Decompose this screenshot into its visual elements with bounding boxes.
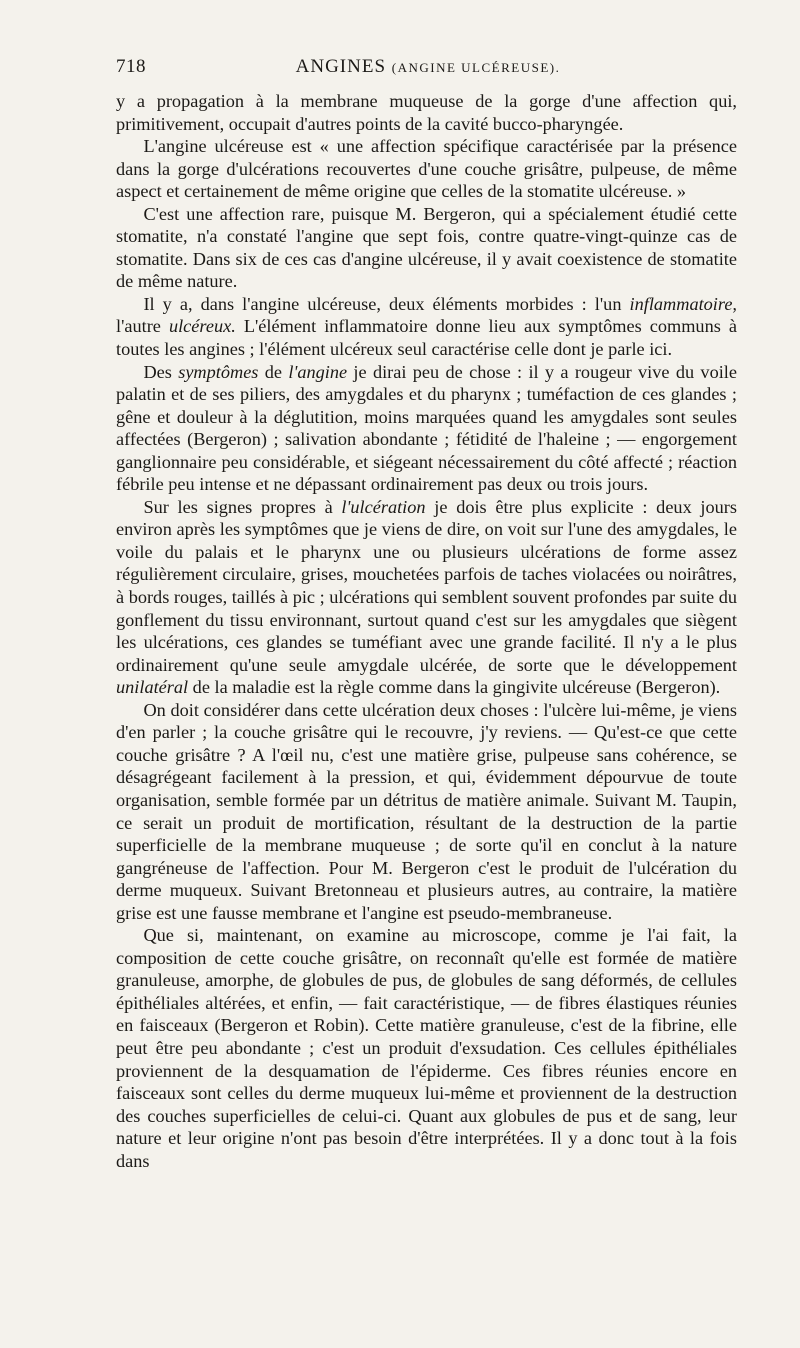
paragraph-text: Sur les signes propres à	[143, 496, 342, 517]
page-number: 718	[116, 56, 146, 77]
paragraph	[116, 361, 737, 496]
paragraph-text: On doit considérer dans cette ulcération deux choses : l'ulcère lui-même, je viens d'en parler ; la couche grisâtre qui le recouvre, j'y reviens. — Qu'est-ce que cette couche grisâtre ? A l'œil nu, c'est une matière grise, pulpeuse sans cohérence, se désagrégeant facilement à la pression, et qui, évidemment dépourvue de toute organisation, semble formée par un détritus de matière animale. Suivant M. Taupin, ce serait un produit de mortification, résultant de la destruction de la partie superficielle de la membrane muqueuse ; de sorte qu'il en conclut à la nature gangréneuse de l'affection. Pour M. Bergeron c'est le produit de l'ulcération du derme muqueux. Suivant Bretonneau et plusieurs autres, au contraire, la matière grise est une fausse membrane et l'angine est pseudo-membraneuse.	[116, 699, 737, 923]
body-text	[116, 90, 737, 1172]
paragraph	[116, 203, 737, 293]
italic-text: inflammatoire,	[629, 293, 737, 314]
running-title-subtitle: (ANGINE ULCÉREUSE).	[391, 60, 561, 75]
paragraph	[116, 135, 737, 203]
italic-text: l'angine	[288, 361, 348, 382]
paragraph-text: Des	[143, 361, 179, 382]
paragraph-text: de la maladie est la règle comme dans la gingivite ulcéreuse (Bergeron).	[188, 677, 721, 698]
paragraph-text: Que si, maintenant, on examine au microscope, comme je l'ai fait, la composition de cette couche grisâtre, on reconnaît qu'elle est formée de matière granuleuse, amorphe, de globules de pus, de globules de sang déformés, de cellules épithéliales altérées, et enfin, — fait caractéristique, — de fibres élastiques réunies en faisceaux (Bergeron et Robin). Cette matière granuleuse, c'est de la fibrine, elle peut être peu abondante ; c'est un produit d'exsudation. Ces cellules épithéliales proviennent de la desquamation de l'épiderme. Ces fibres réunies encore en faisceaux sont celles du derme muqueux lui-même et proviennent de la destruction des couches superficielles de celui-ci. Quant aux globules de pus et de sang, leur nature et leur origine n'ont pas besoin d'être interprétées. Il y a donc tout à la fois dans	[116, 925, 737, 1171]
paragraph-text: L'élément inflammatoire donne lieu aux symptômes communs à toutes les angines ; l'élément ulcéreux seul caractérise celle dont je parle ici.	[116, 316, 737, 360]
paragraph	[116, 90, 737, 135]
paragraph-text: y a propagation à la membrane muqueuse de la gorge d'une affection qui, primitivement, occupait d'autres points de la cavité bucco-pharyngée.	[116, 91, 737, 134]
paragraph	[116, 496, 737, 699]
running-header	[116, 56, 740, 84]
paragraph-text: je dirai peu de chose : il y a rougeur vive du voile palatin et de ses piliers, des amygdales et du pharynx ; tuméfaction de ces glandes ; gêne et douleur à la déglutition, moins marquées quand les amygdales sont seules affectées (Bergeron) ; salivation abondante ; fétidité de l'haleine ; — engorgement ganglionnaire peu considérable, et siégeant nécessairement du côté affecté ; réaction fébrile peu intense et ne dépassant ordinairement pas deux ou trois jours.	[116, 361, 737, 495]
running-title	[116, 56, 740, 78]
running-title-main: ANGINES	[295, 56, 387, 77]
paragraph-text: Il y a, dans l'angine ulcéreuse, deux éléments morbides : l'un	[143, 293, 630, 314]
paragraph-text: l'autre	[116, 316, 169, 337]
paragraph	[116, 699, 737, 924]
paragraph	[116, 924, 737, 1172]
italic-text: symptômes	[178, 361, 259, 382]
italic-text: ulcéreux.	[168, 316, 236, 337]
paragraph-text: je dois être plus explicite : deux jours environ après les symptômes que je viens de dire, on voit sur l'une des amygdales, le voile du palais et le pharynx une ou plusieurs ulcérations de forme assez régulièrement circulaire, grises, mouchetées parfois de taches violacées ou noirâtres, à bords rouges, taillés à pic ; ulcérations qui semblent souvent profondes par suite du gonflement du tissu environnant, surtout quand c'est sur les amygdales que siègent les ulcérations, ces glandes se tuméfiant avec une grande facilité. Il n'y a le plus ordinairement qu'une seule amygdale ulcérée, de sorte que le développement	[116, 496, 737, 675]
paragraph-text: C'est une affection rare, puisque M. Bergeron, qui a spécialement étudié cette stomatite, n'a constaté l'angine que sept fois, contre quatre-vingt-quinze cas de stomatite. Dans six de ces cas d'angine ulcéreuse, il y avait coexistence de stomatite de même nature.	[116, 203, 737, 292]
paragraph	[116, 293, 737, 361]
paragraph-text: de	[258, 361, 289, 382]
italic-text: unilatéral	[116, 677, 189, 698]
italic-text: l'ulcération	[341, 496, 426, 517]
paragraph-text: L'angine ulcéreuse est « une affection spécifique caractérisée par la présence dans la gorge d'ulcérations recouvertes d'une couche grisâtre, pulpeuse, de même aspect et certainement de même origine que celles de la stomatite ulcéreuse. »	[116, 136, 737, 202]
